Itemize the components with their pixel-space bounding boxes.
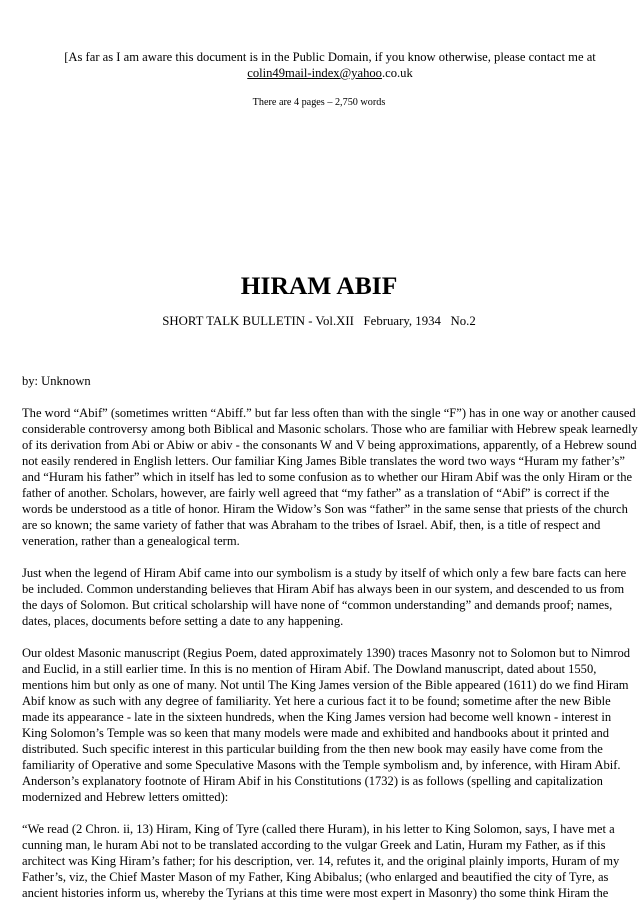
public-domain-notice: [22, 49, 638, 81]
byline: by: Unknown: [22, 374, 91, 388]
paragraph-3: Our oldest Masonic manuscript (Regius Poem, dated approximately 1390) traces Masonry not to Solomon but to Nimrod and Euclid, in a still earlier time. In this is no mention of Hiram Abif. The Dowland manuscript, dated about 1550, mentions him but only as one of many. Not until The King James version of the Bible appeared (1611) do we find Hiram Abif know as such with any degree of familiarity. Yet here a curious fact it to be found; sometime after the new Bible made its appearance - late in the sixteen hundreds, when the King James version had become well known - interest in King Solomon’s Temple was so keen that many models were made and exhibited and handbooks about it printed and distributed. Such specific interest in this particular building from the then new book may easily have come from the familiarity of Operative and some Speculative Masons with the Temple symbolism and, by inference, with Hiram Abif. Anderson’s explanatory footnote of Hiram Abif in his Constitutions (1732) is as follows (spelling and capitalization modernized and Hebrew letters omitted):: [22, 646, 631, 804]
bulletin-subtitle: SHORT TALK BULLETIN - Vol.XII February, 1934 No.2: [162, 314, 476, 328]
document-title: HIRAM ABIF: [240, 271, 398, 300]
email-domain: .co.uk: [381, 66, 413, 80]
paragraph-4: “We read (2 Chron. ii, 13) Hiram, King of Tyre (called there Huram), in his letter to King Solomon, says, I have met a cunning man, le huram Abi not to be translated according to the vulgar Greek and Latin, Huram my Father, as if this architect was King Hiram’s father; for his description, ver. 14, refutes it, and the original plainly imports, Huram of my Father’s, viz, the Chief Master Mason of my Father, King Abibalus; (who enlarged and beautified the city of Tyre, as ancient histories inform us, whereby the Tyrians at this time were most expert in Masonry) tho some think Hiram the: [22, 822, 620, 900]
notice-text: [As far as I am aware this document is in the Public Domain, if you know otherwise, please contact me at: [64, 50, 596, 64]
document-body: [22, 373, 638, 917]
page-count: There are 4 pages – 2,750 words: [252, 97, 386, 108]
contact-email-link[interactable]: [247, 66, 382, 80]
paragraph-1: The word “Abif” (sometimes written “Abiff.” but far less often than with the single “F”) has in one way or another caused considerable controversy among both Biblical and Masonic scholars. Those who are familiar with Hebrew speak learnedly of its derivation from Abi or Abiw or abiv - the consonants W and V being approximations, apparently, of a Hebrew sound not easily rendered in English letters. Our familiar King James Bible translates the word two ways “Huram my father’s” and “Huram his father” which in itself has led to some confusion as to whether our Hiram Abif was the only Hiram or the father of another. Scholars, however, are fairly well agreed that “my father” as a translation of “Abif” is correct if the words be understood as a title of honor. Hiram the Widow’s Son was “father” in the same sense that priests of the church are so known; the same variety of father that was Abraham to the tribes of Israel. Abif, then, is a title of respect and veneration, rather than a genealogical term.: [22, 406, 638, 548]
paragraph-2: Just when the legend of Hiram Abif came into our symbolism is a study by itself of which only a few bare facts can here be included. Common understanding believes that Hiram Abif has always been in our system, and descended to us from the days of Solomon. But critical scholarship will have none of “common understanding” and demands proof; names, dates, places, documents before setting a date to any happening.: [22, 566, 627, 628]
email-user: colin49mail-index@yahoo: [247, 66, 382, 80]
